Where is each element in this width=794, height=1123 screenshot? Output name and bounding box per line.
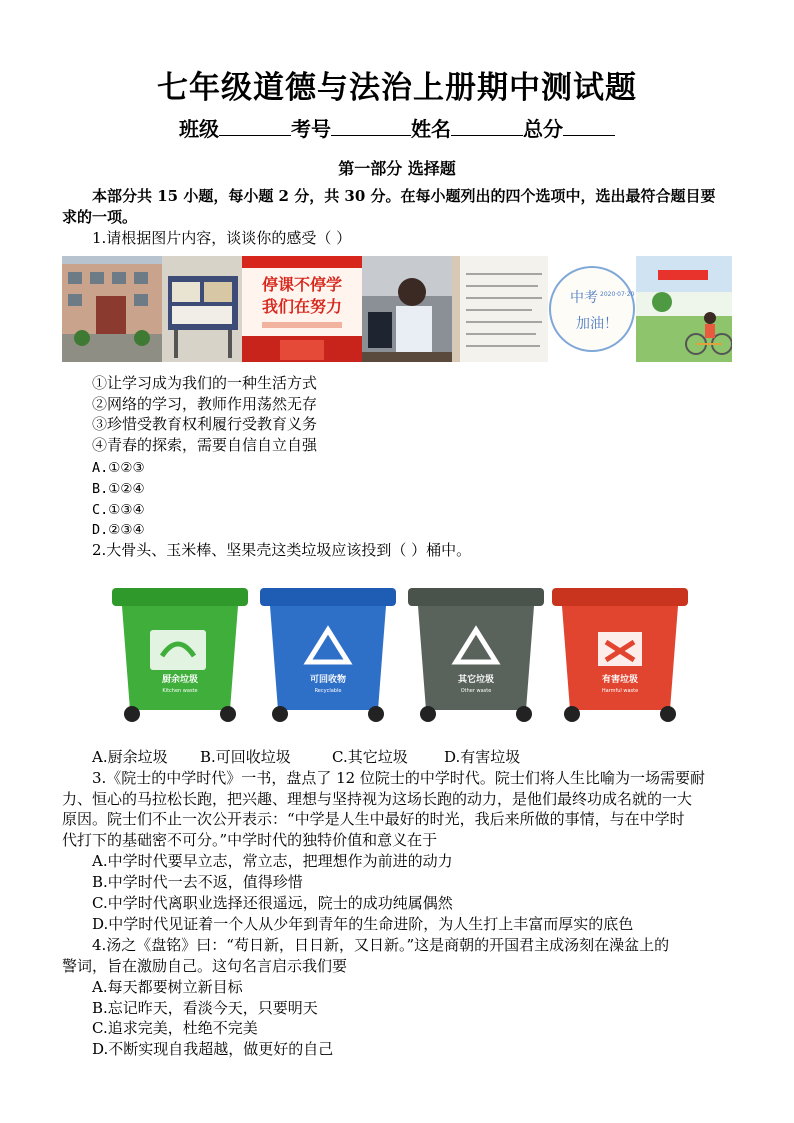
score-label: 总分	[523, 117, 563, 141]
q4-line-1: 4.汤之《盘铭》曰：“苟日新，日日新，又日新。”这是商朝的开国君主成汤刻在澡盆上的	[92, 936, 670, 954]
q1-image-strip	[62, 256, 732, 362]
name-blank[interactable]	[451, 117, 523, 136]
badge-title: 中考	[570, 290, 598, 306]
number-blank[interactable]	[331, 117, 411, 136]
notice-board-photo	[162, 256, 242, 362]
harmful-waste-bin	[552, 588, 688, 722]
q3-line-2: 力、恒心的马拉松长跑，把兴趣、理想与坚持视为这场长跑的动力，是他们最终功成名就的一大	[62, 790, 693, 808]
q1-statement-3: ③珍惜受教育权利履行受教育义务	[92, 415, 318, 433]
name-label: 姓名	[411, 117, 451, 141]
student-online-study-photo	[362, 256, 452, 362]
cartoon-cyclist-illustration	[636, 256, 732, 362]
slogan-poster	[242, 256, 362, 362]
score-blank[interactable]	[563, 117, 615, 136]
school-building-photo	[62, 256, 162, 362]
recyclable-bin-label-en: Recyclable	[314, 688, 342, 694]
q2-option-d[interactable]: D.有害垃圾	[444, 748, 521, 766]
class-label: 班级	[179, 117, 219, 141]
number-label: 考号	[291, 117, 331, 141]
q1-statement-1: ①让学习成为我们的一种生活方式	[92, 374, 318, 392]
q3-option-d[interactable]: D.中学时代见证着一个人从少年到青年的生命进阶，为人生打上丰富而厚实的底色	[92, 915, 634, 933]
kitchen-bin-label: 厨余垃圾	[161, 675, 199, 685]
class-blank[interactable]	[219, 117, 291, 136]
badge-date: 2020·07·20	[600, 291, 635, 298]
q1-stem: 1.请根据图片内容，谈谈你的感受（ ）	[92, 229, 352, 247]
other-bin-label: 其它垃圾	[457, 675, 495, 685]
q2-waste-bins-image	[110, 582, 690, 732]
q4-option-c[interactable]: C.追求完美，杜绝不完美	[92, 1019, 258, 1037]
poster-line-1: 停课不停学	[261, 275, 343, 294]
poster-line-2: 我们在努力	[261, 297, 343, 316]
student-info-line	[0, 113, 794, 142]
q3-line-4: 代打下的基础密不可分。”中学时代的独特价值和意义在于	[62, 831, 438, 849]
recyclable-bin	[260, 588, 396, 722]
q4-line-2: 警词，旨在激励自己。这句名言启示我们要	[62, 957, 348, 975]
q4-option-a[interactable]: A.每天都要树立新目标	[92, 978, 243, 996]
q3-line-1: 3.《院士的中学时代》一书，盘点了 12 位院士的中学时代。院士们将人生比喻为一场需要耐	[92, 769, 705, 787]
q1-statement-2: ②网络的学习，教师作用荡然无存	[92, 395, 318, 413]
other-waste-bin	[408, 588, 544, 722]
exam-cheer-badge	[548, 256, 636, 362]
q1-option-b[interactable]: B.①②④	[92, 481, 145, 497]
recyclable-bin-label: 可回收物	[309, 675, 347, 685]
kitchen-waste-bin	[112, 588, 248, 722]
q2-stem: 2.大骨头、玉米棒、坚果壳这类垃圾应该投到（ ）桶中。	[92, 541, 472, 559]
q4-option-d[interactable]: D.不断实现自我超越，做更好的自己	[92, 1040, 334, 1058]
q1-option-d[interactable]: D.②③④	[92, 522, 145, 538]
kitchen-bin-label-en: Kitchen waste	[162, 688, 198, 694]
q2-option-c[interactable]: C.其它垃圾	[332, 748, 408, 766]
q1-option-c[interactable]: C.①③④	[92, 502, 145, 518]
other-bin-label-en: Other waste	[460, 688, 492, 694]
q1-option-a[interactable]: A.①②③	[92, 460, 145, 476]
q2-option-a[interactable]: A.厨余垃圾	[92, 748, 168, 766]
notebook-photo	[452, 256, 548, 362]
q2-options	[92, 747, 764, 767]
section-heading: 第一部分 选择题	[338, 159, 456, 178]
intro-line-1: 本部分共 15 小题，每小题 2 分，共 30 分。在每小题列出的四个选项中，选出最符合题目要	[92, 187, 716, 205]
badge-subtitle: 加油！	[576, 316, 618, 332]
q3-option-c[interactable]: C.中学时代离职业选择还很遥远，院士的成功纯属偶然	[92, 894, 453, 912]
q3-option-b[interactable]: B.中学时代一去不返，值得珍惜	[92, 873, 303, 891]
q3-option-a[interactable]: A.中学时代要早立志，常立志，把理想作为前进的动力	[92, 852, 453, 870]
q1-statement-4: ④青春的探索，需要自信自立自强	[92, 436, 318, 454]
intro-line-2: 求的一项。	[62, 208, 138, 226]
q2-option-b[interactable]: B.可回收垃圾	[200, 748, 291, 766]
page-title: 七年级道德与法治上册期中测试题	[157, 70, 637, 106]
harmful-bin-label: 有害垃圾	[601, 675, 639, 685]
harmful-bin-label-en: Harmful waste	[601, 688, 639, 694]
q3-line-3: 原因。院士们不止一次公开表示：“中学是人生中最好的时光，我后来所做的事情，与在中学时	[62, 810, 685, 828]
q4-option-b[interactable]: B.忘记昨天，看淡今天，只要明天	[92, 999, 318, 1017]
